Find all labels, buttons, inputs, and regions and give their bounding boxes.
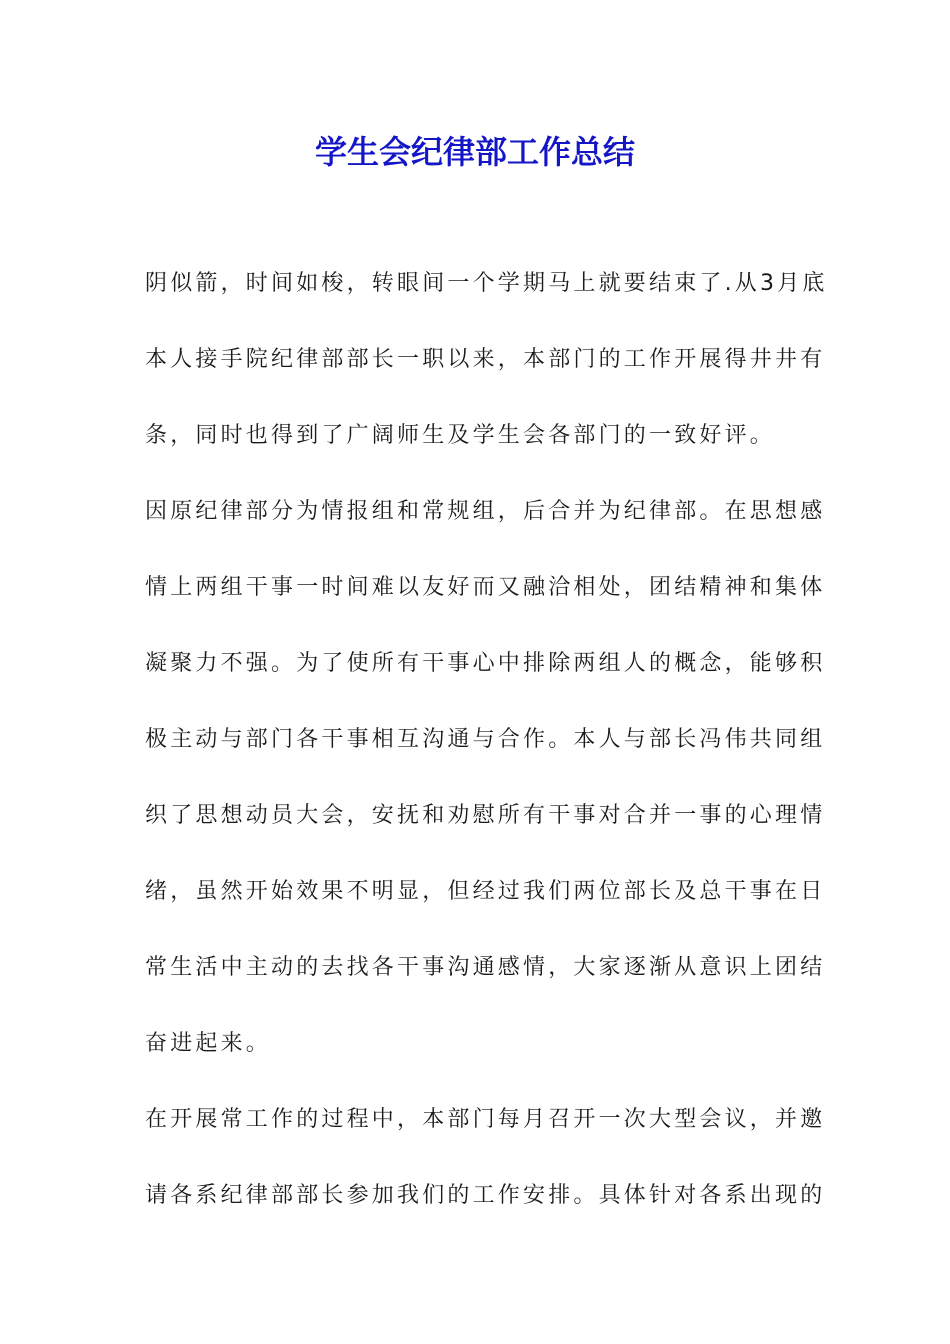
document-body xyxy=(145,258,828,1246)
body-line: 条，同时也得到了广阔师生及学生会各部门的一致好评。 xyxy=(145,423,776,448)
body-line: 请各系纪律部部长参加我们的工作安排。具体针对各系出现的 xyxy=(145,1183,826,1208)
body-line: 织了思想动员大会，安抚和劝慰所有干事对合并一事的心理情 xyxy=(145,803,826,828)
body-line: 常生活中主动的去找各干事沟通感情，大家逐渐从意识上团结 xyxy=(145,955,826,980)
body-line: 阴似箭，时间如梭，转眼间一个学期马上就要结束了.从3月底 xyxy=(145,271,828,296)
body-line: 本人接手院纪律部部长一职以来，本部门的工作开展得井井有 xyxy=(145,347,826,372)
body-line: 极主动与部门各干事相互沟通与合作。本人与部长冯伟共同组 xyxy=(145,727,826,752)
body-line: 凝聚力不强。为了使所有干事心中排除两组人的概念，能够积 xyxy=(145,651,826,676)
document-title: 学生会纪律部工作总结 xyxy=(314,133,635,171)
body-line: 绪，虽然开始效果不明显，但经过我们两位部长及总干事在日 xyxy=(145,879,826,904)
body-line: 因原纪律部分为情报组和常规组，后合并为纪律部。在思想感 xyxy=(145,499,826,524)
body-line: 情上两组干事一时间难以友好而又融洽相处，团结精神和集体 xyxy=(145,575,826,600)
body-line: 在开展常工作的过程中，本部门每月召开一次大型会议，并邀 xyxy=(145,1107,826,1132)
body-line: 奋进起来。 xyxy=(145,1031,272,1056)
